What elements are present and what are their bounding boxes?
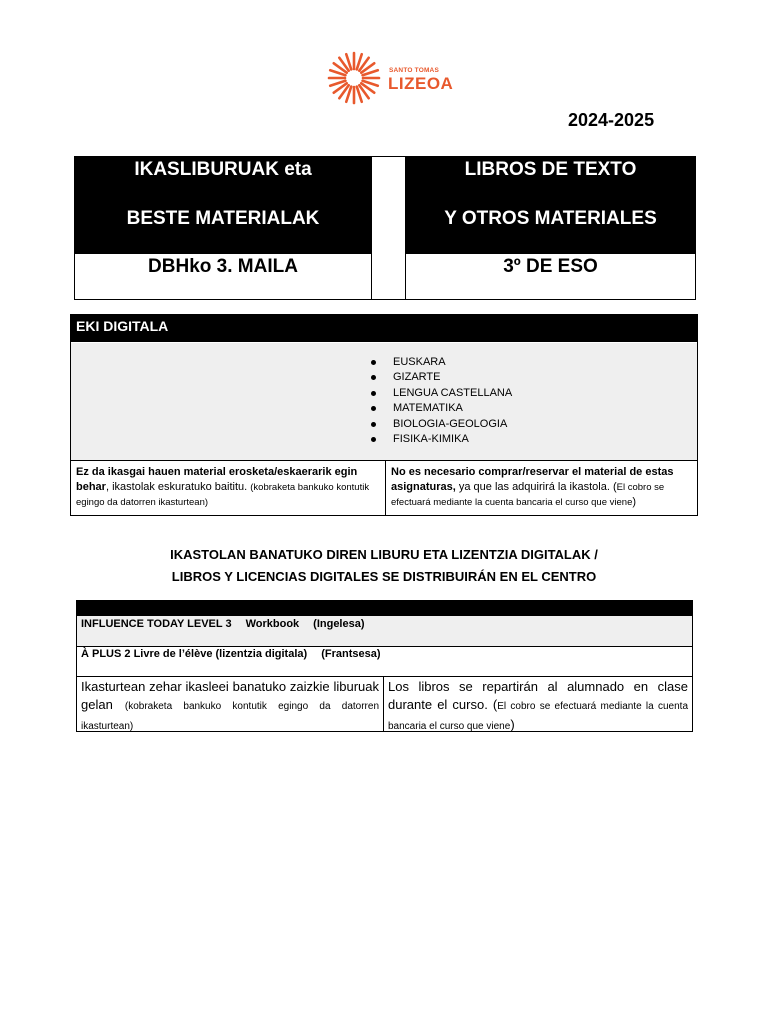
table-row — [77, 647, 692, 677]
list-item: LENGUA CASTELLANA — [371, 386, 512, 401]
eki-note-right-small: El cobro se efectuará mediante la cuenta bancaria el curso que viene — [391, 482, 665, 508]
eki-subject-box — [71, 343, 697, 461]
header-left-title-1: IKASLIBURUAK eta — [134, 159, 312, 180]
sunburst-icon — [325, 50, 385, 106]
header-right-level: 3º DE ESO — [503, 256, 598, 277]
book-title: À PLUS 2 Livre de l’élève (lizentzia digitala) — [81, 648, 308, 660]
header-right-level-cell — [406, 253, 695, 299]
eki-section — [70, 314, 698, 516]
header-right-title-1: LIBROS DE TEXTO — [464, 159, 637, 180]
eki-subject-list — [371, 355, 512, 447]
eki-note-basque — [71, 461, 386, 515]
school-logo — [325, 50, 454, 106]
distribution-heading-basque: IKASTOLAN BANATUKO DIREN LIBURU ETA LIZENTZIA DIGITALAK / — [170, 547, 598, 562]
eki-note-left-bold: Ez da ikasgai hauen material erosketa/eskaerarik egin behar — [76, 466, 358, 493]
list-item: GIZARTE — [371, 370, 512, 385]
header-left-title-2: BESTE MATERIALAK — [126, 208, 320, 229]
header-gap-cell — [371, 157, 406, 299]
books-table — [76, 600, 693, 732]
header-table — [74, 156, 696, 300]
list-item: EUSKARA — [371, 355, 512, 370]
book-type: Workbook — [245, 618, 300, 630]
logo-name: LIZEOA — [388, 74, 454, 93]
logo-small-text: SANTO TOMAS — [389, 67, 439, 74]
eki-note-spanish — [386, 461, 697, 515]
eki-title: EKI DIGITALA — [71, 315, 697, 342]
books-note-right-text: Los libros se repartirán al alumnado en clase durante el curso. ( — [388, 679, 688, 712]
books-note-spanish — [384, 677, 692, 732]
books-note-left-small: (kobraketa bankuko kontutik egingo da datorren ikasturtean) — [81, 701, 380, 732]
books-note-basque — [77, 677, 384, 732]
eki-note-right-bold: No es necesario comprar/reservar el material de estas asignaturas, — [391, 466, 674, 493]
list-item: FISIKA-KIMIKA — [371, 432, 512, 447]
books-note-left-text: Ikasturtean zehar ikasleei banatuko zaizkie liburuak gelan — [81, 679, 379, 712]
header-left-level-cell — [75, 253, 371, 299]
book-title: INFLUENCE TODAY LEVEL 3 — [81, 618, 232, 630]
eki-note-left-text: , ikastolak eskuratuko baititu. — [105, 481, 251, 493]
list-item: MATEMATIKA — [371, 401, 512, 416]
school-year: 2024-2025 — [568, 110, 655, 130]
list-item: BIOLOGIA-GEOLOGIA — [371, 417, 512, 432]
books-table-header-bar — [77, 601, 692, 616]
header-left-level: DBHko 3. MAILA — [148, 256, 298, 277]
distribution-heading-spanish: LIBROS Y LICENCIAS DIGITALES SE DISTRIBUIRÁN EN EL CENTRO — [171, 569, 597, 584]
books-note-right-small: El cobro se efectuará mediante la cuenta bancaria el curso que viene — [388, 701, 689, 732]
header-left-title-cell — [75, 157, 371, 253]
header-right-title-2: Y OTROS MATERIALES — [444, 208, 657, 229]
books-note-right-close: ) — [510, 717, 515, 732]
book-language: (Frantsesa) — [321, 648, 381, 660]
header-right-title-cell — [406, 157, 695, 253]
eki-note-right-close: ) — [632, 496, 637, 508]
book-language: (Ingelesa) — [313, 618, 365, 630]
eki-note-left-small: (kobraketa bankuko kontutik egingo da datorren ikasturtean) — [76, 482, 370, 508]
eki-note-right-text: ya que las adquirirá la ikastola. ( — [455, 481, 617, 493]
table-row — [77, 616, 692, 647]
